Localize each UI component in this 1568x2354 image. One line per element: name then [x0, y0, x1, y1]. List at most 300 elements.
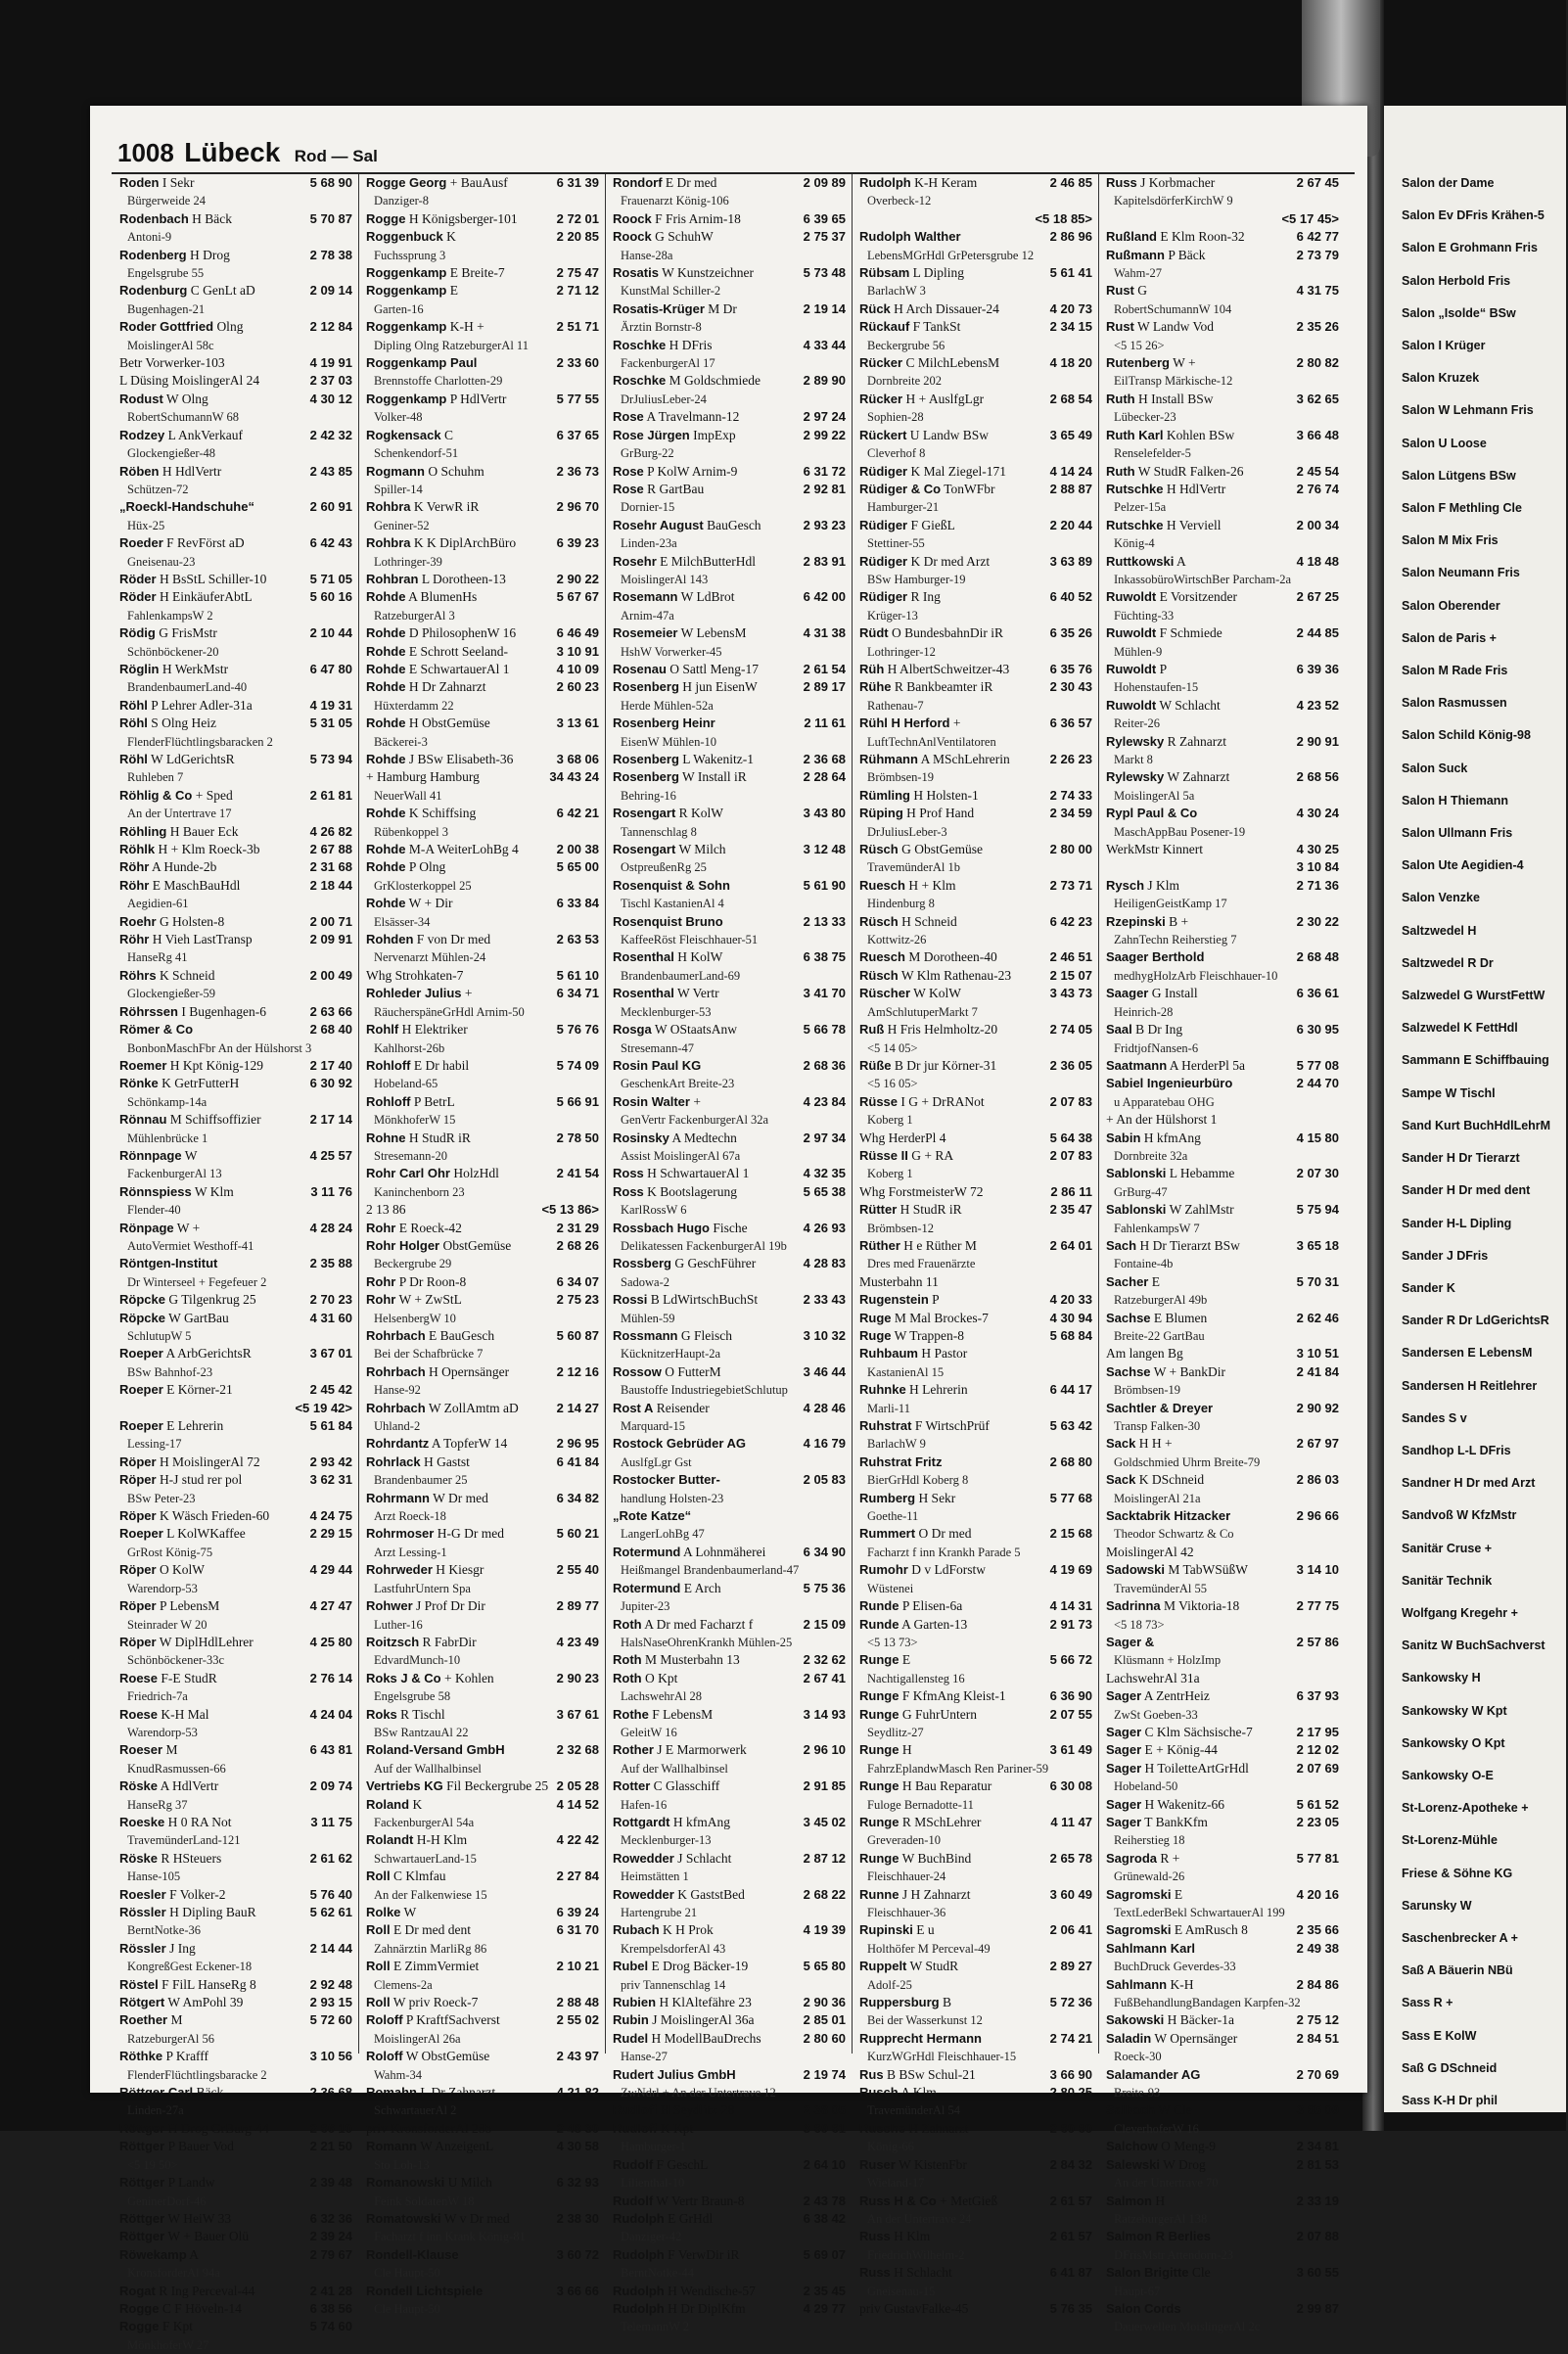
entry-phone: 2 71 12 [556, 283, 599, 299]
entry-surname: Röthke [119, 2049, 163, 2064]
entry-name [859, 1525, 971, 1543]
entry-surname: Rühe [859, 679, 892, 695]
entry-surname: Rümling [859, 787, 910, 803]
directory-entry [859, 1237, 1092, 1255]
entry-surname: Rowedder [613, 1886, 674, 1902]
entry-phone: 2 81 53 [1296, 2156, 1339, 2172]
entry-surname: Rudolf [613, 2192, 654, 2208]
entry-surname: Rossberg [613, 1256, 671, 1271]
entry-surname: Rose [613, 463, 644, 479]
entry-surname: Rosin Walter [613, 1093, 690, 1109]
entry-address: Lothringer-39 [374, 554, 442, 569]
entry-phone: 6 36 57 [1049, 715, 1092, 731]
directory-entry [1106, 1670, 1339, 1687]
entry-detail: K-H [1170, 1976, 1194, 1992]
entry-name [1106, 2264, 1211, 2282]
entry-surname: Runde [859, 1598, 899, 1614]
right-page-entry: Saß G DSchneid [1402, 2060, 1498, 2075]
entry-phone: 5 68 90 [309, 175, 352, 190]
entry-phone: 6 32 93 [556, 2175, 599, 2191]
right-page-entry: Salon „Isolde“ BSw [1402, 305, 1516, 320]
entry-detail: W ZahlMstr [1169, 1202, 1234, 1218]
entry-phone: 6 31 39 [556, 175, 599, 190]
entry-detail: K Dr med Arzt [910, 553, 991, 569]
entry-surname: Ruge [859, 1328, 892, 1343]
entry-detail: K-H + [449, 319, 484, 335]
entry-surname: Rosehr August [613, 517, 704, 532]
entry-detail: W Olng [165, 391, 208, 406]
right-page-entry: Salon de Paris + [1402, 630, 1497, 645]
entry-detail: C Klm Sächsische-7 [1144, 1724, 1253, 1739]
entry-address: An der Untertrave 24 [867, 2211, 972, 2226]
directory-entry [1106, 733, 1339, 751]
directory-entry [1106, 1111, 1339, 1129]
entry-surname: Ruhstrat Fritz [859, 1454, 943, 1469]
entry-surname: Ruwoldt [1106, 589, 1157, 605]
directory-entry [119, 1850, 352, 1868]
entry-phone: 2 80 25 [1049, 2085, 1092, 2100]
entry-address: Rübenkoppel 3 [374, 824, 449, 839]
entry-phone: 2 61 62 [309, 1850, 352, 1866]
right-page-entry: Wolfgang Kregehr + [1402, 1605, 1518, 1620]
column-divider [1098, 174, 1099, 2054]
entry-phone: 2 37 03 [309, 373, 352, 389]
entry-detail: W Zahnarzt [1167, 769, 1230, 785]
entry-phone: 2 90 36 [803, 1995, 846, 2010]
entry-detail: P LebensM [159, 1598, 220, 1614]
entry-phone: 2 75 12 [1296, 2012, 1339, 2028]
entry-name [119, 877, 240, 895]
entry-address: Reiherstieg 18 [1114, 1833, 1185, 1848]
entry-detail: BauGesch [707, 517, 761, 532]
alphabet-range: Rod — Sal [294, 147, 378, 165]
entry-name [613, 1021, 737, 1039]
entry-name [366, 2210, 510, 2228]
entry-phone: 2 55 02 [556, 2012, 599, 2028]
entry-surname: Rudert Julius GmbH [613, 2066, 736, 2082]
entry-detail: J H Zahnarzt [901, 1886, 971, 1902]
entry-address: Stresemann-20 [374, 1148, 447, 1163]
entry-address: Brennstoffe Charlotten-29 [374, 374, 503, 389]
directory-entry [366, 1958, 599, 1975]
directory-entry [366, 1561, 599, 1579]
entry-surname: Röpcke [119, 1292, 165, 1308]
entry-detail: H KolW [677, 949, 723, 965]
entry-detail: ObstGemüse [442, 1237, 512, 1253]
entry-phone: 2 06 41 [1049, 1922, 1092, 1938]
entry-name [366, 1273, 466, 1291]
entry-name [613, 751, 754, 768]
entry-surname: Rodzey [119, 427, 165, 442]
entry-name [1106, 553, 1186, 571]
entry-address: SchwartauerLand-15 [374, 1851, 477, 1866]
entry-detail: Am langen Bg [1106, 1346, 1183, 1362]
entry-name [613, 1921, 714, 1939]
entry-surname: Rückauf [859, 319, 910, 335]
entry-surname: Rostock Gebrüder AG [613, 1436, 747, 1452]
entry-address: BerntNotke-36 [127, 1923, 201, 1938]
entry-phone: 2 14 27 [556, 1400, 599, 1415]
entry-address: GeleitW 16 [621, 1725, 677, 1739]
entry-name [119, 841, 259, 858]
directory-entry [119, 624, 352, 642]
entry-phone: 2 32 68 [556, 1742, 599, 1758]
entry-detail: L Dorotheen-13 [421, 571, 506, 586]
directory-entry [613, 1291, 846, 1309]
entry-name [613, 1616, 753, 1634]
directory-entry [366, 354, 599, 372]
entry-detail: H Bäcker-1a [1167, 2012, 1234, 2028]
directory-entry [366, 2084, 599, 2101]
entry-phone: 3 65 49 [1049, 427, 1092, 442]
entry-name [119, 2228, 249, 2245]
entry-name [1106, 1273, 1160, 1291]
entry-surname: Sacktabrik Hitzacker [1106, 1508, 1231, 1524]
entry-name [366, 2011, 500, 2029]
entry-detail: W + Dir [408, 896, 453, 911]
directory-entry [859, 300, 1092, 318]
entry-phone: 3 65 09 [1296, 2102, 1339, 2118]
entry-phone: 6 35 26 [1049, 625, 1092, 641]
directory-entry [1106, 174, 1339, 192]
entry-detail: W AnzeigenL [420, 2139, 494, 2154]
entry-address: Fleischhauer-36 [867, 1906, 946, 1919]
entry-name [859, 1616, 967, 1634]
entry-address: FlenderFlüchtlingsbaracke 2 [127, 2067, 267, 2082]
directory-entry [859, 2192, 1092, 2210]
entry-surname: Röpcke [119, 1310, 165, 1325]
directory-entry [613, 2030, 846, 2048]
directory-entry [366, 1597, 599, 1615]
entry-address: Glockengießer-48 [127, 446, 215, 461]
entry-address: Haupt-67 [1114, 2284, 1161, 2298]
entry-address: Danziger-42 [621, 2230, 682, 2244]
entry-surname: Rohrdantz [366, 1436, 430, 1452]
directory-entry [366, 1994, 599, 2011]
directory-entry [613, 1507, 846, 1525]
entry-phone: 3 63 89 [1049, 553, 1092, 569]
entry-detail: J Ing [169, 1940, 196, 1956]
directory-entry [1106, 1760, 1339, 1777]
directory-entry [1106, 1201, 1339, 1219]
entry-surname: Rüther [859, 1237, 900, 1253]
directory-entry [613, 588, 846, 606]
entry-detail: H EinkäuferAbtL [159, 589, 253, 605]
entry-phone: 2 55 40 [556, 1562, 599, 1578]
entry-name [613, 2192, 745, 2210]
entry-phone: 2 68 56 [1296, 769, 1339, 785]
directory-entry [366, 858, 599, 876]
entry-detail: P Lehrer Adler-31a [151, 697, 253, 713]
entry-phone: 4 15 80 [1296, 1130, 1339, 1145]
entry-address: Hanse-28a [621, 248, 673, 262]
entry-name [119, 1220, 200, 1237]
entry-phone: 3 10 84 [1296, 859, 1339, 875]
entry-address: Clemens-2a [374, 1977, 433, 1992]
entry-address: Sadowa-2 [621, 1274, 669, 1289]
directory-entry [119, 1525, 352, 1543]
directory-entry [1106, 2101, 1339, 2119]
entry-surname: Röder [119, 589, 157, 605]
entry-address: Brömbsen-19 [1114, 1383, 1181, 1398]
entry-address: ZwNdrl + An der Untertrave 12 [621, 2086, 776, 2100]
entry-surname: Röwekamp [119, 2246, 187, 2262]
right-page-entry: Sandersen E LebensM [1402, 1346, 1533, 1361]
directory-entry [859, 1057, 1092, 1075]
entry-address: Goldschmied Uhrm Breite-79 [1114, 1454, 1261, 1469]
entry-phone: 34 43 24 [549, 769, 599, 785]
entry-detail: G [1137, 283, 1148, 299]
entry-address: Tannenschlag 8 [621, 824, 697, 839]
directory-entry [859, 1921, 1092, 1939]
entry-surname: Röper [119, 1634, 157, 1649]
directory-entry [1106, 391, 1339, 408]
entry-phone: 4 23 84 [803, 1093, 846, 1109]
entry-name [859, 174, 977, 192]
entry-name [366, 228, 456, 246]
entry-phone: 2 45 42 [309, 1382, 352, 1398]
entry-detail: F VerwDir iR [668, 2246, 740, 2262]
directory-entry [1106, 2030, 1339, 2048]
entry-surname: Rumohr [859, 1562, 908, 1578]
directory-entry [859, 967, 1092, 985]
entry-surname: Roggenbuck [366, 229, 443, 245]
entry-detail: E Dr med [665, 175, 717, 190]
entry-phone: 4 14 52 [556, 1796, 599, 1812]
entry-name [613, 1327, 732, 1345]
entry-surname: Röglin [119, 661, 160, 676]
entry-address: <5 16 05> [867, 1077, 918, 1091]
entry-phone: 5 60 87 [556, 1328, 599, 1343]
entry-address: KaffeeRöst Fleischhauer-51 [621, 933, 759, 947]
entry-phone: 2 28 64 [803, 769, 846, 785]
entry-phone: 5 73 48 [803, 265, 846, 281]
directory-entry [1106, 354, 1339, 372]
entry-detail: W StudR Falken-26 [1137, 463, 1244, 479]
entry-address: Linden-27a [127, 2103, 184, 2118]
entry-surname: Sagromski [1106, 1922, 1172, 1938]
entry-phone: 2 84 86 [1296, 1976, 1339, 1992]
directory-entry [613, 715, 846, 732]
entry-phone: 2 09 91 [309, 932, 352, 947]
directory-entry [1106, 1435, 1339, 1453]
entry-surname: Sack [1106, 1436, 1136, 1452]
entry-phone: 6 39 36 [1296, 661, 1339, 676]
entry-surname: Rohbran [366, 571, 419, 586]
entry-address: GeschenkArt Breite-23 [621, 1077, 735, 1091]
entry-phone: 6 46 49 [556, 625, 599, 641]
entry-surname: Roeper [119, 1382, 163, 1398]
entry-phone: 2 09 89 [803, 175, 846, 190]
entry-surname: Sager [1106, 1688, 1142, 1704]
entry-detail: O Schuhm [428, 463, 484, 479]
entry-phone: 4 26 82 [309, 823, 352, 839]
directory-entry [366, 1777, 599, 1795]
entry-detail: P [932, 1292, 940, 1308]
directory-entry [1106, 463, 1339, 481]
entry-detail: Fil Beckergrube 25 [446, 1778, 549, 1794]
directory-entry [859, 174, 1092, 192]
entry-address: HanseRg 41 [127, 950, 188, 965]
directory-entry [119, 1814, 352, 1831]
directory-entry [366, 2210, 599, 2228]
entry-address: FahrzEplandwMasch Ren Pariner-59 [867, 1761, 1049, 1776]
entry-detail: W Trappen-8 [894, 1328, 965, 1343]
entry-surname: Roggenkamp [366, 391, 447, 406]
directory-entry [119, 715, 352, 732]
entry-detail: H + AuslfgLgr [905, 391, 985, 406]
entry-name [366, 1904, 416, 1921]
entry-detail: F LebensM [652, 1706, 714, 1722]
directory-entry [1106, 481, 1339, 498]
right-page-entry: Salon Kruzek [1402, 371, 1480, 386]
directory-entry [119, 1310, 352, 1327]
entry-name [366, 1291, 462, 1309]
directory-entry [613, 300, 846, 318]
entry-detail: E Roeck-42 [398, 1220, 462, 1235]
entry-name [859, 300, 999, 318]
entry-name [613, 805, 723, 822]
entry-surname: Rogge [366, 210, 406, 226]
entry-surname: Röper [119, 1598, 157, 1614]
entry-surname: Rönnspiess [119, 1183, 192, 1199]
directory-entry [119, 1381, 352, 1399]
entry-phone: 2 34 15 [1049, 319, 1092, 335]
entry-name [613, 913, 723, 931]
entry-phone: 3 43 80 [803, 806, 846, 821]
right-page-entry: Saltzwedel H [1402, 923, 1477, 938]
directory-entry [119, 1670, 352, 1687]
entry-phone: 4 26 93 [803, 1220, 846, 1235]
entry-surname: Rudolf [613, 2156, 654, 2172]
entry-phone: 2 63 66 [309, 1003, 352, 1019]
entry-name [613, 300, 737, 318]
entry-phone: 2 32 62 [803, 1652, 846, 1668]
entry-address: LuftTechnAnlVentilatoren [867, 734, 996, 749]
entry-name [859, 1327, 964, 1345]
entry-name [859, 553, 990, 571]
entry-phone: 6 31 70 [556, 1922, 599, 1938]
directory-entry [366, 1130, 599, 1147]
directory-page [90, 106, 1367, 2352]
entry-name [119, 2011, 183, 2029]
entry-address: FackenburgerAl 13 [127, 1167, 222, 1181]
entry-phone: 2 99 87 [1296, 2300, 1339, 2316]
directory-entry [366, 1670, 599, 1687]
entry-detail: O Dr med [918, 1526, 972, 1542]
directory-entry [613, 1616, 846, 1634]
directory-entry [119, 1345, 352, 1362]
entry-address: HanseRg 37 [127, 1797, 188, 1812]
entry-phone: 5 75 36 [803, 1580, 846, 1595]
entry-surname: Runge [859, 1742, 899, 1758]
entry-detail: W priv Roeck-7 [392, 1995, 479, 2010]
entry-surname: Rosehr [613, 553, 657, 569]
entry-name [366, 678, 486, 696]
entry-surname: Russ [859, 2229, 891, 2244]
entry-name [366, 2084, 495, 2101]
entry-phone: 4 19 91 [309, 355, 352, 371]
entry-surname: Roemer [119, 1057, 167, 1073]
entry-name [1106, 1507, 1230, 1525]
entry-detail: H + Klm Roeck-3b [158, 842, 260, 857]
entry-detail: G FrisMstr [159, 625, 217, 641]
directory-entry [859, 1597, 1092, 1615]
directory-entry [1106, 2228, 1339, 2245]
entry-name [859, 1183, 983, 1201]
entry-surname: Rohde [366, 842, 406, 857]
entry-surname: Ruth Karl [1106, 427, 1164, 442]
entry-name [613, 624, 747, 642]
entry-phone: 5 31 05 [309, 715, 352, 731]
entry-phone: 2 07 69 [1296, 1760, 1339, 1776]
entry-phone: 2 35 45 [803, 2283, 846, 2298]
directory-entry [613, 1814, 846, 1831]
entry-phone: 2 05 83 [803, 1472, 846, 1488]
entry-detail: A Dr med Facharzt f [644, 1616, 754, 1632]
entry-surname: Roehr [119, 913, 157, 929]
entry-address: Elsässer-34 [374, 914, 431, 929]
entry-phone: <5 17 45> [1281, 210, 1339, 226]
entry-address: Frauenarzt König-106 [621, 194, 729, 208]
entry-name [366, 1561, 484, 1579]
entry-phone: 2 96 66 [1296, 1508, 1339, 1524]
entry-detail: H Kpt König-129 [169, 1057, 264, 1073]
entry-address: An der Untertrave 70 [1114, 2176, 1219, 2191]
entry-detail: K Kpt [660, 2120, 694, 2136]
entry-name [1106, 1111, 1217, 1129]
entry-name [1106, 768, 1229, 786]
entry-detail: H HdlVertr [161, 463, 222, 479]
entry-detail: WerkMstr Kinnert [1106, 842, 1204, 857]
entry-surname: Roggenkamp Paul [366, 355, 478, 371]
entry-address: Hobeland-65 [374, 1077, 438, 1091]
entry-name [366, 643, 508, 661]
entry-phone: 2 68 22 [803, 1886, 846, 1902]
entry-phone: 2 93 42 [309, 1454, 352, 1469]
entry-address: BSw Peter-23 [127, 1491, 196, 1505]
entry-phone: 6 36 90 [1049, 1688, 1092, 1704]
directory-entry [613, 768, 846, 786]
entry-phone: 4 25 57 [309, 1147, 352, 1163]
entry-phone: 3 66 66 [556, 2283, 599, 2298]
entry-name [859, 1310, 989, 1327]
entry-name [1106, 1075, 1232, 1092]
entry-surname: Rosatis-Krüger [613, 300, 705, 316]
entry-name [1106, 2011, 1234, 2029]
entry-surname: Roggenkamp [366, 265, 447, 281]
directory-entry [859, 1291, 1092, 1309]
directory-entry [613, 1435, 846, 1453]
directory-entry [119, 1777, 352, 1795]
entry-detail: W Klm [194, 1183, 234, 1199]
entry-name [859, 913, 957, 931]
entry-detail: K Schneid [159, 967, 215, 983]
entry-name [613, 1471, 720, 1489]
entry-address: Pelzer-15a [1114, 500, 1167, 515]
entry-phone: 2 90 92 [1296, 1400, 1339, 1415]
entry-name [366, 931, 490, 948]
entry-phone: 2 39 24 [309, 2229, 352, 2244]
entry-surname: Rosinsky [613, 1130, 669, 1145]
entry-phone: 5 76 40 [309, 1886, 352, 1902]
entry-address: Kahlhorst-26b [374, 1040, 445, 1055]
entry-name [859, 481, 995, 498]
entry-detail: E Drog Bäcker-19 [651, 1959, 749, 1974]
entry-address: Facharzt f inn Krank König-81 [374, 2230, 526, 2244]
entry-surname: Rüdiger [859, 463, 908, 479]
entry-detail: W LdGerichtsR [151, 752, 235, 766]
